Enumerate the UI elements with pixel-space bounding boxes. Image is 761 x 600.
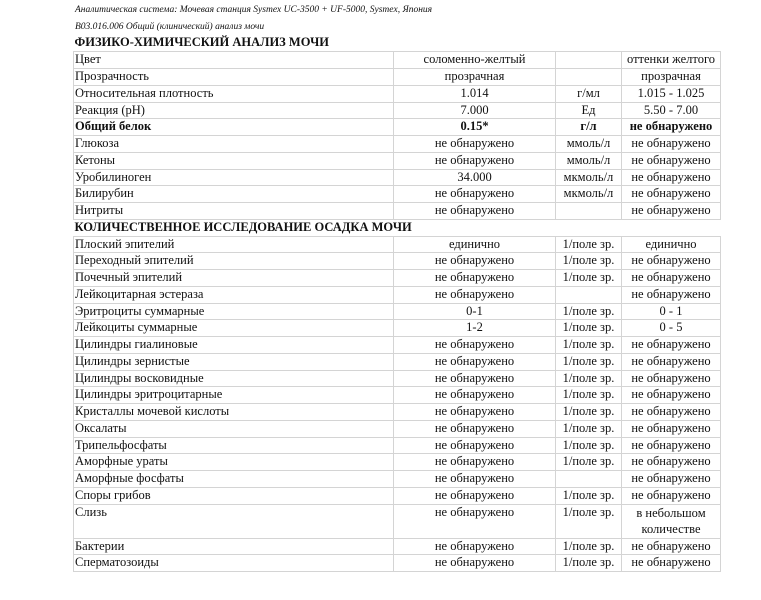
reference-range: не обнаружено (622, 487, 721, 504)
result-value: не обнаружено (394, 186, 556, 203)
unit: мкмоль/л (556, 186, 622, 203)
reference-range: единично (622, 236, 721, 253)
unit: 1/поле зр. (556, 555, 622, 572)
parameter-name: Слизь (74, 504, 394, 538)
parameter-name: Цвет (74, 52, 394, 69)
result-value: не обнаружено (394, 454, 556, 471)
result-row (74, 504, 721, 538)
result-value: соломенно-желтый (394, 52, 556, 69)
parameter-name: Плоский эпителий (74, 236, 394, 253)
reference-range: не обнаружено (622, 337, 721, 354)
result-value: 7.000 (394, 102, 556, 119)
parameter-name: Цилиндры зернистые (74, 353, 394, 370)
section-title: ФИЗИКО-ХИМИЧЕСКИЙ АНАЛИЗ МОЧИ (74, 35, 330, 49)
reference-range: не обнаружено (622, 454, 721, 471)
result-value: не обнаружено (394, 370, 556, 387)
reference-range: не обнаружено (622, 538, 721, 555)
reference-range: оттенки желтого (622, 52, 721, 69)
result-value: не обнаружено (394, 286, 556, 303)
parameter-name: Переходный эпителий (74, 253, 394, 270)
unit: 1/поле зр. (556, 437, 622, 454)
unit: ммоль/л (556, 152, 622, 169)
result-value: не обнаружено (394, 270, 556, 287)
analytical-system-note: Аналитическая система: Мочевая станция Sysmex UC-3500 + UF-5000, Sysmex, Япония (75, 5, 433, 15)
result-row (74, 85, 721, 102)
reference-range: не обнаружено (622, 404, 721, 421)
parameter-name: Оксалаты (74, 420, 394, 437)
unit (556, 52, 622, 69)
result-value: не обнаружено (394, 387, 556, 404)
parameter-name: Сперматозоиды (74, 555, 394, 572)
result-row (74, 404, 721, 421)
section-header-row (74, 219, 721, 236)
result-value: не обнаружено (394, 504, 556, 538)
unit: 1/поле зр. (556, 353, 622, 370)
reference-range: не обнаружено (622, 152, 721, 169)
parameter-name: Глюкоза (74, 136, 394, 153)
result-value: не обнаружено (394, 437, 556, 454)
result-row (74, 454, 721, 471)
parameter-name: Кетоны (74, 152, 394, 169)
unit: г/л (556, 119, 622, 136)
parameter-name: Лейкоциты суммарные (74, 320, 394, 337)
result-row (74, 186, 721, 203)
parameter-name: Почечный эпителий (74, 270, 394, 287)
parameter-name: Цилиндры эритроцитарные (74, 387, 394, 404)
parameter-name: Цилиндры гиалиновые (74, 337, 394, 354)
result-value: не обнаружено (394, 337, 556, 354)
result-value: не обнаружено (394, 253, 556, 270)
result-row (74, 370, 721, 387)
result-value: не обнаружено (394, 420, 556, 437)
result-row (74, 102, 721, 119)
reference-range: 5.50 - 7.00 (622, 102, 721, 119)
reference-range: в небольшом количестве (622, 504, 721, 538)
parameter-name: Общий белок (74, 119, 394, 136)
result-value: не обнаружено (394, 353, 556, 370)
unit (556, 286, 622, 303)
parameter-name: Аморфные ураты (74, 454, 394, 471)
result-row (74, 538, 721, 555)
result-row (74, 437, 721, 454)
result-row (74, 320, 721, 337)
reference-range: не обнаружено (622, 270, 721, 287)
result-row (74, 119, 721, 136)
reference-range: не обнаружено (622, 186, 721, 203)
reference-range: 0 - 5 (622, 320, 721, 337)
reference-range: прозрачная (622, 69, 721, 86)
parameter-name: Относительная плотность (74, 85, 394, 102)
result-row (74, 270, 721, 287)
parameter-name: Трипельфосфаты (74, 437, 394, 454)
parameter-name: Аморфные фосфаты (74, 471, 394, 488)
unit (556, 69, 622, 86)
result-row (74, 52, 721, 69)
result-row (74, 303, 721, 320)
section-title: КОЛИЧЕСТВЕННОЕ ИССЛЕДОВАНИЕ ОСАДКА МОЧИ (74, 219, 412, 234)
result-row (74, 487, 721, 504)
result-value: не обнаружено (394, 538, 556, 555)
result-value: 1-2 (394, 320, 556, 337)
parameter-name: Реакция (pH) (74, 102, 394, 119)
result-row (74, 387, 721, 404)
unit: 1/поле зр. (556, 253, 622, 270)
parameter-name: Споры грибов (74, 487, 394, 504)
unit: 1/поле зр. (556, 387, 622, 404)
result-row (74, 253, 721, 270)
unit: 1/поле зр. (556, 454, 622, 471)
result-row (74, 236, 721, 253)
result-row (74, 152, 721, 169)
reference-range: 0 - 1 (622, 303, 721, 320)
reference-range: не обнаружено (622, 555, 721, 572)
unit: Ед (556, 102, 622, 119)
reference-range: не обнаружено (622, 370, 721, 387)
result-row (74, 353, 721, 370)
unit (556, 471, 622, 488)
result-value: не обнаружено (394, 203, 556, 220)
reference-range: не обнаружено (622, 119, 721, 136)
parameter-name: Уробилиноген (74, 169, 394, 186)
reference-range: 1.015 - 1.025 (622, 85, 721, 102)
result-value: не обнаружено (394, 487, 556, 504)
result-value: не обнаружено (394, 404, 556, 421)
result-row (74, 169, 721, 186)
parameter-name: Цилиндры восковидные (74, 370, 394, 387)
unit: 1/поле зр. (556, 270, 622, 287)
unit: 1/поле зр. (556, 487, 622, 504)
result-value: не обнаружено (394, 152, 556, 169)
reference-range: не обнаружено (622, 136, 721, 153)
result-row (74, 337, 721, 354)
result-value: 34.000 (394, 169, 556, 186)
result-value: прозрачная (394, 69, 556, 86)
result-value: 0-1 (394, 303, 556, 320)
unit: 1/поле зр. (556, 404, 622, 421)
reference-range: не обнаружено (622, 253, 721, 270)
reference-range: не обнаружено (622, 437, 721, 454)
unit: 1/поле зр. (556, 504, 622, 538)
parameter-name: Эритроциты суммарные (74, 303, 394, 320)
unit: 1/поле зр. (556, 320, 622, 337)
result-value: 1.014 (394, 85, 556, 102)
result-value: не обнаружено (394, 555, 556, 572)
reference-range: не обнаружено (622, 169, 721, 186)
parameter-name: Бактерии (74, 538, 394, 555)
test-code-note: B03.016.006 Общий (клинический) анализ мочи (75, 22, 265, 32)
reference-range: не обнаружено (622, 203, 721, 220)
result-row (74, 286, 721, 303)
result-row (74, 203, 721, 220)
result-value: не обнаружено (394, 471, 556, 488)
section-header-row (74, 35, 721, 52)
result-value: не обнаружено (394, 136, 556, 153)
result-row (74, 136, 721, 153)
parameter-name: Прозрачность (74, 69, 394, 86)
unit: 1/поле зр. (556, 370, 622, 387)
unit: 1/поле зр. (556, 538, 622, 555)
unit: мкмоль/л (556, 169, 622, 186)
parameter-name: Лейкоцитарная эстераза (74, 286, 394, 303)
unit: 1/поле зр. (556, 337, 622, 354)
results-table (73, 35, 721, 572)
parameter-name: Нитриты (74, 203, 394, 220)
result-row (74, 69, 721, 86)
unit: г/мл (556, 85, 622, 102)
reference-range: не обнаружено (622, 471, 721, 488)
parameter-name: Кристаллы мочевой кислоты (74, 404, 394, 421)
result-row (74, 420, 721, 437)
results-table-body (74, 35, 721, 572)
unit (556, 203, 622, 220)
result-value: 0.15* (394, 119, 556, 136)
unit: 1/поле зр. (556, 303, 622, 320)
parameter-name: Билирубин (74, 186, 394, 203)
unit: ммоль/л (556, 136, 622, 153)
reference-range: не обнаружено (622, 420, 721, 437)
unit: 1/поле зр. (556, 236, 622, 253)
reference-range: не обнаружено (622, 286, 721, 303)
result-row (74, 555, 721, 572)
result-value: единично (394, 236, 556, 253)
reference-range: не обнаружено (622, 353, 721, 370)
reference-range: не обнаружено (622, 387, 721, 404)
result-row (74, 471, 721, 488)
unit: 1/поле зр. (556, 420, 622, 437)
